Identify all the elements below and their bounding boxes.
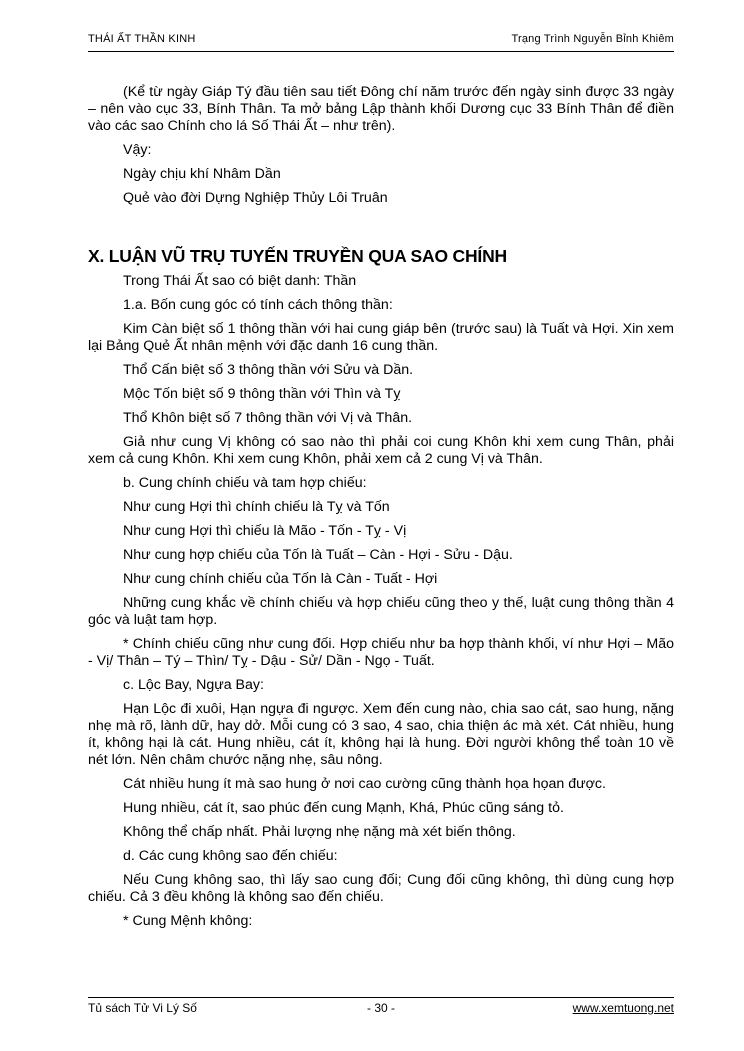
- header-book-title: THÁI ẤT THẦN KINH: [88, 33, 196, 45]
- page-number: - 30 -: [367, 1001, 396, 1015]
- paragraph: Thổ Khôn biệt số 7 thông thần với Vị và Thân.: [123, 410, 413, 426]
- paragraph: * Chính chiếu cũng như cung đối. Hợp chiếu như ba hợp thành khối, ví như Hợi – Mão - Vị/ Thân – Tý – Thìn/ Tỵ - Dậu - Sử/ Dần - Ngọ - Tuất.: [88, 636, 674, 669]
- footer-collection: Tủ sách Tử Vi Lý Số: [88, 1001, 197, 1015]
- paragraph: Nếu Cung không sao, thì lấy sao cung đối; Cung đối cũng không, thì dùng cung hợp chiếu. Cả 3 đều không là không sao đến chiếu.: [88, 872, 674, 905]
- paragraph: c. Lộc Bay, Ngựa Bay:: [123, 677, 264, 693]
- paragraph: 1.a. Bốn cung góc có tính cách thông thần:: [123, 297, 393, 313]
- paragraph: Trong Thái Ất sao có biệt danh: Thần: [123, 273, 357, 289]
- paragraph: Hung nhiều, cát ít, sao phúc đến cung Mạnh, Khá, Phúc cũng sáng tỏ.: [123, 800, 564, 816]
- page-header: [88, 33, 674, 52]
- footer-website-link[interactable]: www.xemtuong.net: [572, 1001, 674, 1015]
- paragraph: Như cung Hợi thì chiếu là Mão - Tốn - Tỵ - Vị: [123, 523, 407, 539]
- paragraph: Thổ Cấn biệt số 3 thông thần với Sửu và Dần.: [123, 362, 414, 378]
- page-footer: [88, 997, 674, 1018]
- paragraph: d. Các cung không sao đến chiếu:: [123, 848, 338, 864]
- paragraph: Như cung chính chiếu của Tốn là Càn - Tuất - Hợi: [123, 571, 438, 587]
- paragraph: Như cung Hợi thì chính chiếu là Tỵ và Tốn: [123, 499, 390, 515]
- paragraph: b. Cung chính chiếu và tam hợp chiếu:: [123, 475, 367, 491]
- header-author: Trạng Trình Nguyễn Bỉnh Khiêm: [511, 33, 674, 45]
- paragraph: Quẻ vào đời Dựng Nghiệp Thủy Lôi Truân: [123, 190, 388, 206]
- paragraph: Giả như cung Vị không có sao nào thì phải coi cung Khôn khi xem cung Thân, phải xem cả cung Khôn. Khi xem cung Khôn, phải xem cả 2 cung Vị và Thân.: [88, 434, 674, 467]
- paragraph: (Kể từ ngày Giáp Tý đầu tiên sau tiết Đông chí năm trước đến ngày sinh được 33 ngày – nên vào cục 33, Bính Thân. Ta mở bảng Lập thành khối Dương cục 33 Bính Thân để điền vào các sao Chính cho lá Số Thái Ất – như trên).: [88, 84, 674, 134]
- section-title: X. LUẬN VŨ TRỤ TUYẾN TRUYỀN QUA SAO CHÍNH: [88, 246, 507, 266]
- page-content: [88, 84, 674, 930]
- paragraph: Cát nhiều hung ít mà sao hung ở nơi cao cường cũng thành họa họan được.: [123, 776, 606, 792]
- paragraph: Những cung khắc về chính chiếu và hợp chiếu cũng theo y thế, luật cung thông thần 4 góc và luật tam hợp.: [88, 595, 674, 628]
- paragraph: Mộc Tốn biệt số 9 thông thần với Thìn và Tỵ: [123, 386, 401, 402]
- paragraph: Ngày chịu khí Nhâm Dần: [123, 166, 281, 182]
- paragraph: Vậy:: [123, 142, 152, 158]
- paragraph: Không thể chấp nhất. Phải lượng nhẹ nặng mà xét biến thông.: [123, 824, 516, 840]
- paragraph: * Cung Mệnh không:: [123, 913, 253, 929]
- paragraph: Như cung hợp chiếu của Tốn là Tuất – Càn - Hợi - Sửu - Dậu.: [123, 547, 513, 563]
- paragraph: Kim Càn biệt số 1 thông thần với hai cung giáp bên (trước sau) là Tuất và Hợi. Xin xem lại Bảng Quẻ Ất nhân mệnh với đặc danh 16 cung thần.: [88, 321, 674, 354]
- paragraph: Hạn Lộc đi xuôi, Hạn ngựa đi ngược. Xem đến cung nào, chia sao cát, sao hung, nặng nhẹ mà rõ, lành dữ, hay dở. Mỗi cung có 3 sao, 4 sao, chia thiện ác mà xét. Cát nhiều, hung ít, không hại là cát. Hung nhiều, cát ít, không hại là hung. Đời người không thể toàn 10 về nét lớn. Nên châm chước nặng nhẹ, sâu nông.: [88, 701, 674, 768]
